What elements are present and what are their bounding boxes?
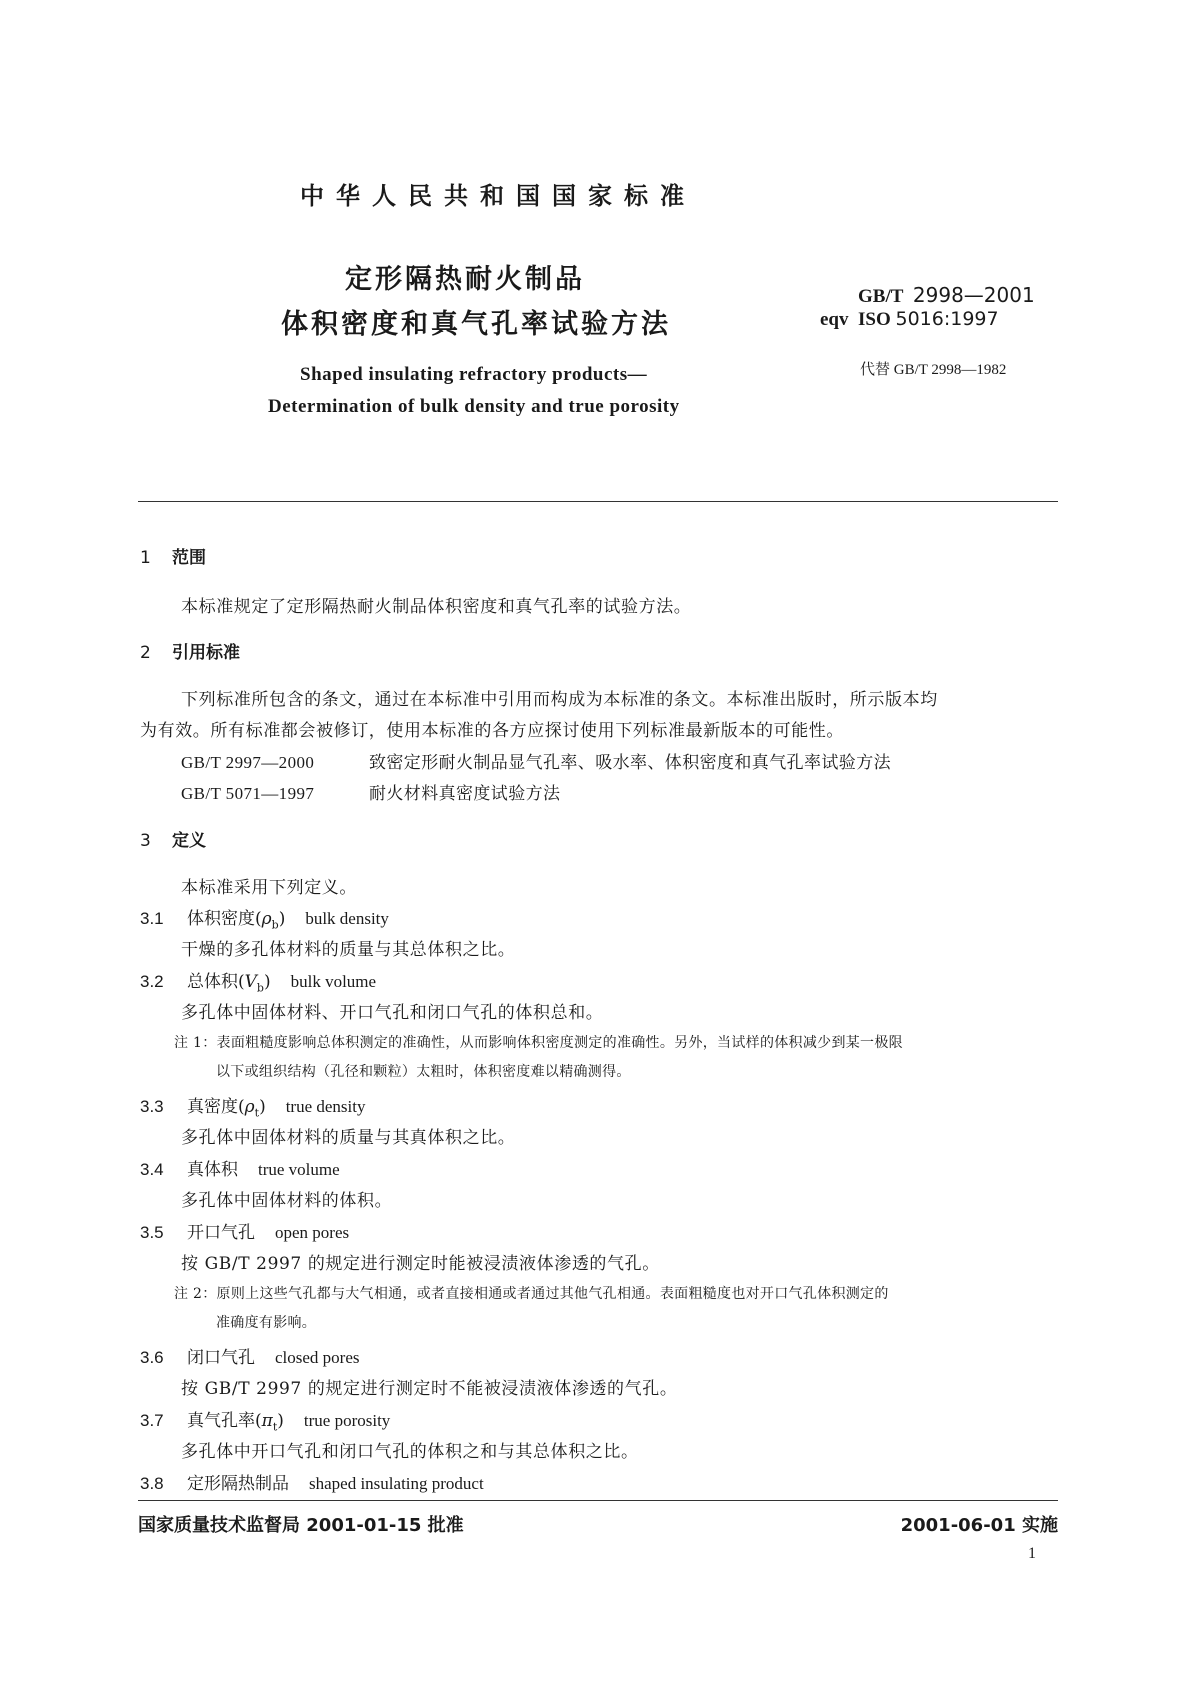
definition-number: 3.3 [140, 1097, 164, 1116]
reference-2 [181, 779, 560, 804]
code-prefix: GB/T [858, 286, 904, 307]
english-title-line-2: Determination of bulk density and true porosity [268, 396, 680, 417]
section-number: 3 [140, 831, 151, 851]
definition-number: 3.8 [140, 1474, 164, 1493]
symbol: ρ [244, 1097, 255, 1117]
definition-term-zh: 体积密度 [187, 909, 255, 929]
definition-term-en: closed pores [275, 1348, 360, 1367]
definition-term-en: true density [285, 1097, 366, 1116]
section-number: 2 [140, 643, 151, 663]
definition-3-1-term: 3.1 体积密度$(\rho_b)$ bulk density [140, 909, 389, 932]
definition-3-5-text: 按 GB/T 2997 的规定进行测定时能被浸渍液体渗透的气孔。 [181, 1254, 660, 1274]
symbol: ρ [261, 909, 272, 929]
definition-term-en: shaped insulating product [309, 1474, 484, 1493]
section-title: 引用标准 [172, 643, 240, 663]
definition-term-zh: 开口气孔 [187, 1223, 255, 1243]
section-3-intro: 本标准采用下列定义。 [181, 878, 357, 898]
title-line-2: 体积密度和真气孔率试验方法 [281, 309, 671, 340]
definition-3-6-text: 按 GB/T 2997 的规定进行测定时不能被浸渍液体渗透的气孔。 [181, 1379, 678, 1399]
definition-term-zh: 真密度 [187, 1097, 238, 1117]
reference-code: GB/T 2997—2000 [181, 753, 315, 772]
standard-type-heading: 中华人民共和国国家标准 [300, 182, 696, 210]
definition-number: 3.4 [140, 1160, 164, 1179]
section-2-heading [140, 638, 240, 663]
definition-term-zh: 总体积 [187, 972, 238, 992]
eqv-number: 5016:1997 [895, 308, 999, 330]
definition-term-en: bulk density [305, 909, 389, 928]
definition-term-en: bulk volume [290, 972, 377, 991]
definition-term-en: true porosity [303, 1411, 391, 1430]
eqv-code [820, 308, 999, 331]
section-number: 1 [140, 548, 151, 568]
note-1-line-2: 以下或组织结构（孔径和颗粒）太粗时，体积密度难以精确测得。 [216, 1064, 631, 1080]
definition-3-4-term [140, 1155, 340, 1180]
symbol: π [261, 1411, 273, 1431]
definition-3-7-text: 多孔体中开口气孔和闭口气孔的体积之和与其总体积之比。 [181, 1442, 639, 1462]
definition-number: 3.2 [140, 972, 164, 991]
footer-rule [138, 1500, 1058, 1501]
section-title: 范围 [172, 548, 206, 568]
section-1-heading [140, 543, 206, 568]
definition-3-3-text: 多孔体中固体材料的质量与其真体积之比。 [181, 1128, 516, 1148]
symbol-subscript: t [254, 1106, 260, 1120]
section-2-text-line-1: 下列标准所包含的条文，通过在本标准中引用而构成为本标准的条文。本标准出版时，所示版本均 [181, 690, 938, 710]
approval-info: 国家质量技术监督局 2001-01-15 批准 [138, 1515, 464, 1536]
section-3-heading [140, 826, 206, 851]
definition-3-4-text: 多孔体中固体材料的体积。 [181, 1191, 393, 1211]
definition-3-7-term: 3.7 真气孔率$(\pi_t)$ true porosity [140, 1411, 391, 1434]
definition-number: 3.6 [140, 1348, 164, 1367]
note-2-line-2: 准确度有影响。 [216, 1315, 317, 1331]
header-rule [138, 501, 1058, 502]
symbol-subscript: b [271, 918, 279, 932]
section-2-text-line-2: 为有效。所有标准都会被修订，使用本标准的各方应探讨使用下列标准最新版本的可能性。 [140, 721, 844, 741]
section-title: 定义 [172, 831, 206, 851]
reference-title: 耐火材料真密度试验方法 [369, 784, 561, 804]
definition-3-6-term [140, 1343, 360, 1368]
definition-3-2-text: 多孔体中固体材料、开口气孔和闭口气孔的体积总和。 [181, 1003, 604, 1023]
reference-code: GB/T 5071—1997 [181, 784, 315, 803]
replaces-note: 代替 GB/T 2998—1982 [860, 362, 1007, 378]
effective-date: 2001-06-01 实施 [900, 1515, 1058, 1536]
symbol-subscript: b [256, 981, 264, 995]
eqv-org: ISO [858, 309, 891, 330]
symbol-subscript: t [272, 1420, 278, 1434]
definition-term-en: open pores [275, 1223, 350, 1242]
definition-3-2-term: 3.2 总体积$(V_b)$ bulk volume [140, 972, 377, 995]
definition-3-5-term [140, 1218, 349, 1243]
standard-code [858, 283, 1035, 308]
definition-number: 3.7 [140, 1411, 164, 1430]
definition-term-zh: 定形隔热制品 [187, 1474, 289, 1494]
definition-3-1-text: 干燥的多孔体材料的质量与其总体积之比。 [181, 940, 516, 960]
definition-term-en: true volume [258, 1160, 340, 1179]
eqv-prefix: eqv [820, 309, 849, 330]
page-number: 1 [1028, 1545, 1036, 1562]
definition-3-3-term: 3.3 真密度$(\rho_t)$ true density [140, 1097, 366, 1120]
english-title-line-1: Shaped insulating refractory products— [300, 364, 648, 385]
definition-term-zh: 真气孔率 [187, 1411, 255, 1431]
definition-number: 3.1 [140, 909, 164, 928]
definition-number: 3.5 [140, 1223, 164, 1242]
symbol: V [244, 972, 257, 992]
definition-term-zh: 真体积 [187, 1160, 238, 1180]
note-2-line-1: 注 2：原则上这些气孔都与大气相通，或者直接相通或者通过其他气孔相通。表面粗糙度也对开口气孔体积测定的 [174, 1286, 889, 1302]
reference-1 [181, 748, 891, 773]
definition-3-8-term [140, 1469, 484, 1494]
section-1-text: 本标准规定了定形隔热耐火制品体积密度和真气孔率的试验方法。 [181, 597, 692, 617]
definition-term-zh: 闭口气孔 [187, 1348, 255, 1368]
code-number: 2998—2001 [912, 283, 1035, 307]
reference-title: 致密定形耐火制品显气孔率、吸水率、体积密度和真气孔率试验方法 [369, 753, 891, 773]
note-1-line-1: 注 1：表面粗糙度影响总体积测定的准确性，从而影响体积密度测定的准确性。另外，当试样的体积减少到某一极限 [174, 1035, 903, 1051]
title-line-1: 定形隔热耐火制品 [345, 264, 585, 295]
